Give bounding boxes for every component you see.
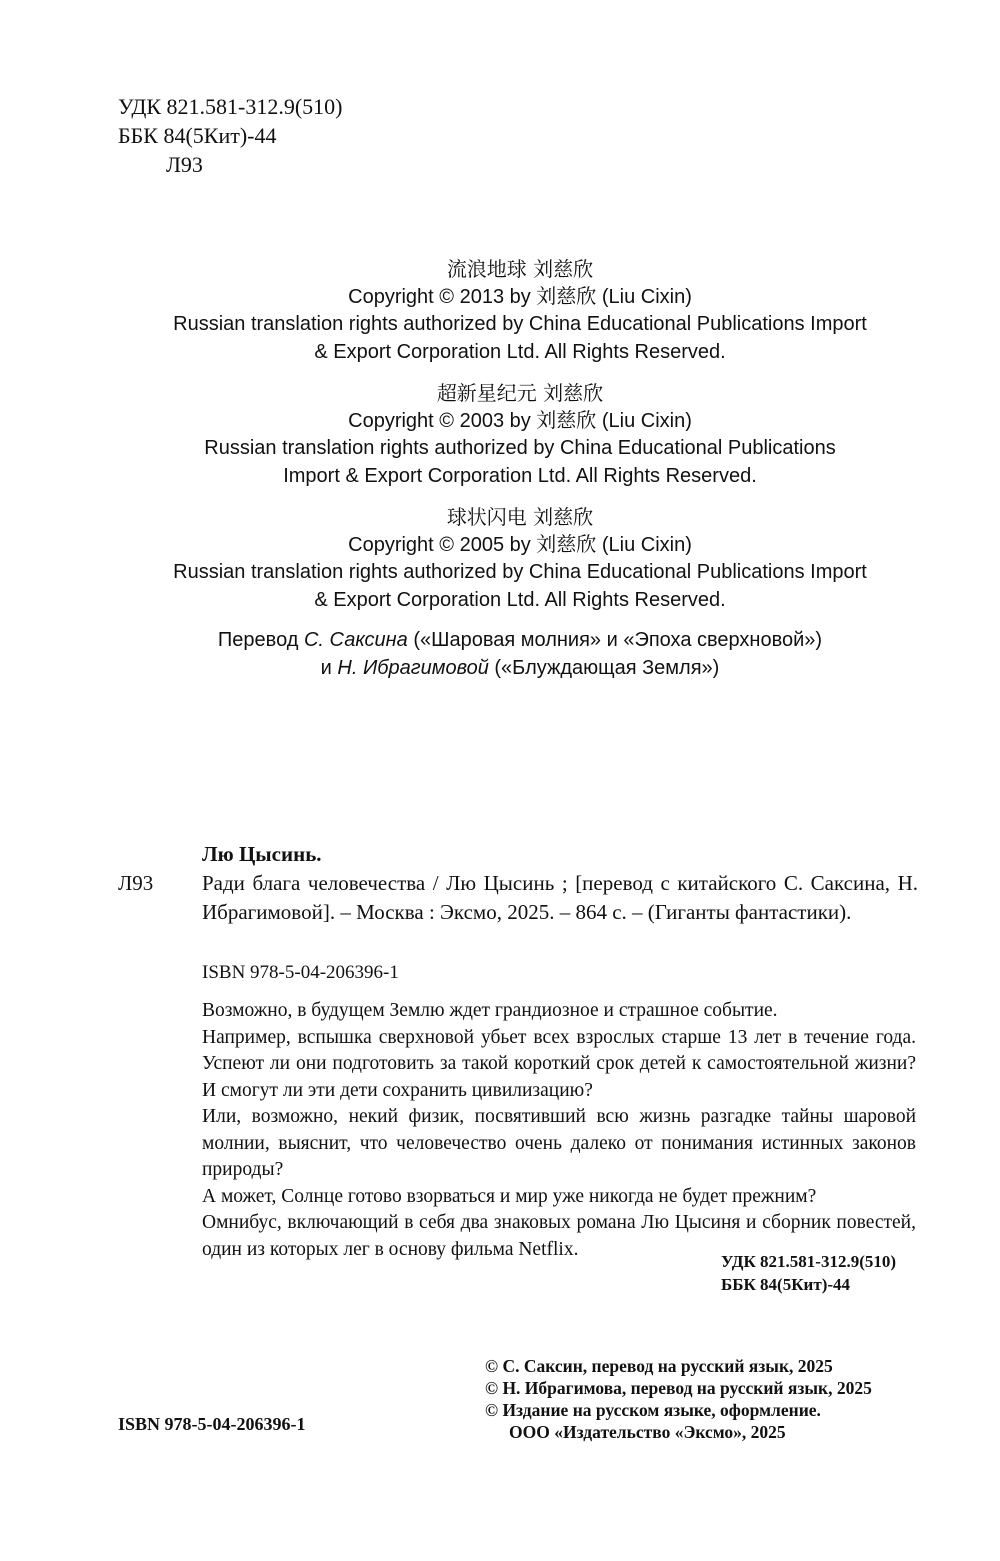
credit-conjunction: и bbox=[320, 656, 338, 679]
chinese-title: 超新星纪元 刘慈欣 bbox=[436, 381, 604, 405]
translator-name: Н. Ибрагимовой bbox=[337, 656, 489, 679]
copyright-block-3 bbox=[60, 504, 980, 614]
bibliographic-record bbox=[118, 840, 918, 927]
classification-codes-top bbox=[118, 92, 343, 179]
rights-notice: © Издание на русском языке, оформление. bbox=[485, 1400, 821, 1420]
translated-works: («Блуждающая Земля») bbox=[488, 656, 720, 679]
classification-codes-bottom bbox=[721, 1250, 896, 1296]
annotation-paragraph: Например, вспышка сверхновой убьет всех взрослых старше 13 лет в течение года. Успеют ли они подготовить за такой короткий срок детей к самостоятельной жизни? И смогут ли эти дети сохранить цивилизацию? bbox=[202, 1026, 916, 1101]
chinese-title: 流浪地球 刘慈欣 bbox=[446, 257, 594, 281]
copyright-line: Copyright © 2005 by 刘慈欣 (Liu Cixin) bbox=[348, 533, 692, 556]
copyright-block-1 bbox=[60, 256, 980, 366]
translation-credit bbox=[60, 627, 980, 682]
author-mark: Л93 bbox=[118, 871, 154, 895]
rights-notice: © С. Саксин, перевод на русский язык, 2025 bbox=[485, 1356, 833, 1376]
udk-code: УДК 821.581-312.9(510) bbox=[721, 1252, 897, 1271]
translator-name: С. Саксина bbox=[303, 629, 408, 651]
rights-line: & Export Corporation Ltd. All Rights Reserved. bbox=[314, 588, 726, 611]
bibliographic-description: Ради блага человечества / Лю Цысинь ; [перевод с китайского С. Саксина, Н. Ибрагимовой]. – Москва : Эксмо, 2025. – 864 с. – (Гиганты фантастики). bbox=[202, 871, 918, 924]
rights-line: Russian translation rights authorized by China Educational Publications Import bbox=[173, 561, 867, 583]
rights-line: Import & Export Corporation Ltd. All Rights Reserved. bbox=[283, 464, 757, 487]
author-mark: Л93 bbox=[166, 152, 203, 177]
rights-notices bbox=[485, 1355, 872, 1443]
copyright-line: Copyright © 2003 by 刘慈欣 (Liu Cixin) bbox=[348, 409, 692, 432]
isbn: ISBN 978-5-04-206396-1 bbox=[202, 962, 399, 983]
bbk-code: ББК 84(5Кит)-44 bbox=[721, 1275, 851, 1294]
annotation-paragraph: А может, Солнце готово взорваться и мир уже никогда не будет прежним? bbox=[202, 1185, 817, 1207]
rights-line: Russian translation rights authorized by China Educational Publications Import bbox=[173, 313, 867, 335]
udk-code: УДК 821.581-312.9(510) bbox=[118, 94, 343, 119]
copyright-block-2 bbox=[60, 380, 980, 490]
annotation-paragraph: Омнибус, включающий в себя два знаковых романа Лю Цысиня и сборник повестей, один из которых лег в основу фильма Netflix. bbox=[202, 1212, 916, 1260]
copyright-line: Copyright © 2013 by 刘慈欣 (Liu Cixin) bbox=[348, 285, 692, 308]
bbk-code: ББК 84(5Кит)-44 bbox=[118, 123, 277, 148]
rights-line: Russian translation rights authorized by China Educational Publications bbox=[204, 437, 836, 459]
isbn-bottom: ISBN 978-5-04-206396-1 bbox=[118, 1414, 306, 1434]
rights-line: & Export Corporation Ltd. All Rights Reserved. bbox=[314, 340, 726, 363]
annotation bbox=[202, 998, 916, 1263]
translated-works: («Шаровая молния» и «Эпоха сверхновой») bbox=[407, 629, 823, 651]
chinese-title: 球状闪电 刘慈欣 bbox=[446, 505, 594, 529]
rights-notice: ООО «Издательство «Эксмо», 2025 bbox=[509, 1422, 786, 1442]
annotation-paragraph: Или, возможно, некий физик, посвятивший всю жизнь разгадке тайны шаровой молнии, выяснит, что человечество очень далеко от понимания истинных законов природы? bbox=[202, 1106, 916, 1180]
credit-prefix: Перевод bbox=[217, 629, 304, 651]
author-heading: Лю Цысинь. bbox=[202, 842, 322, 866]
rights-notice: © Н. Ибрагимова, перевод на русский язык, 2025 bbox=[485, 1378, 872, 1398]
annotation-paragraph: Возможно, в будущем Землю ждет грандиозное и страшное событие. bbox=[202, 1000, 778, 1021]
